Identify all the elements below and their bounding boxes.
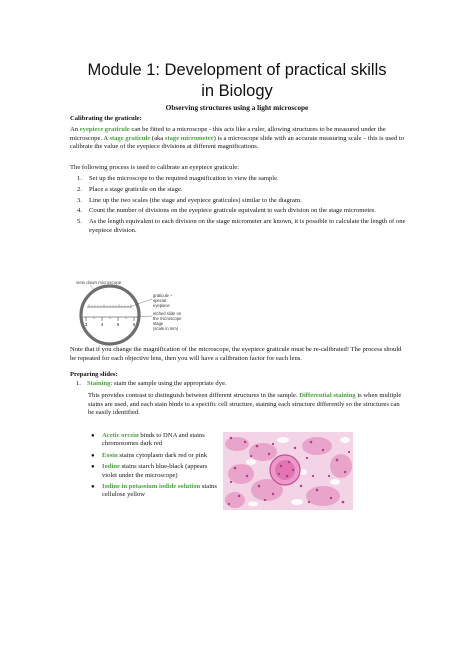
label-line: (scale in mm) — [153, 326, 179, 331]
term-differential-staining: Differential staining — [299, 392, 356, 399]
list-item — [70, 186, 406, 194]
step-text: As the length equivalent to each division on the stage micrometer are known, it is possible to calculate the length of one eyepiece division. — [89, 218, 406, 234]
list-item — [88, 483, 220, 500]
scale-number: 4 — [100, 322, 104, 327]
calibrating-intro: The following process is used to calibrate an eyepiece graticule: — [70, 164, 239, 171]
calibrating-heading: Calibrating the graticule: — [70, 115, 142, 122]
text-run: This provides contrast to distinguish between different structures in the sample. — [88, 392, 300, 399]
list-item — [88, 463, 220, 480]
step-number: 2. — [77, 185, 82, 193]
bullet: ● — [91, 464, 95, 471]
term-eyepiece-graticule: eyepiece graticule — [79, 126, 130, 133]
calibrating-paragraph — [70, 126, 406, 152]
preparing-steps — [70, 380, 227, 389]
label-line: the microscope — [153, 316, 182, 321]
staining-paragraph — [88, 392, 404, 418]
list-item — [70, 218, 406, 235]
text-run: ) is a microscope slide with an accurate measuring scale – this is used to calibrate the value of the eyepiece divisions at different magnifications. — [70, 134, 405, 151]
list-item — [88, 452, 220, 460]
step-text: Set up the microscope to the required magnification to view the sample. — [89, 175, 279, 182]
calibration-steps — [70, 175, 406, 237]
step-text: Count the number of divisions on the eyepiece graticule equivalent to each division on the stage micrometre. — [89, 207, 376, 215]
label-line: special — [153, 298, 167, 303]
recalibration-note: Note that if you change the magnification of the microscope, the eyepiece graticule must be re-calibrated! The process should be repeated for each objective lens, then you will have a calibration factor for each lens. — [70, 346, 402, 362]
label-line: graticule – — [153, 293, 173, 298]
bullet: ● — [91, 433, 95, 439]
label-line: etched slide on — [153, 311, 182, 316]
text-run: is when multiple stains are used, and each stain binds to a specific cell structure, staining each structure differently so the structures can be easily identified. — [88, 392, 402, 417]
term-stage-graticule: stage graticule — [109, 134, 151, 142]
slide-label — [153, 311, 182, 331]
text-run: An — [70, 126, 80, 133]
stain-name: Acetic orcein — [102, 432, 139, 439]
label-line: eyepiece — [153, 303, 170, 308]
step-text: Line up the two scales (the stage and eyepiece graticules) similar to the diagram. — [89, 196, 302, 204]
text-run: (aka — [150, 134, 165, 142]
stain-text: stains starch blue-black (appears violet under the microscope) — [102, 463, 208, 479]
list-item — [88, 432, 220, 449]
scale-number: 3 — [84, 322, 88, 327]
preparing-heading: Preparing slides: — [70, 371, 118, 378]
stain-name: Eosin — [102, 451, 118, 459]
diagram-caption: view down microscope — [76, 280, 122, 285]
stained-tissue-micrograph — [223, 432, 353, 510]
text-run: can be fitted to a microscope - this acts like a ruler, allowing structures to be measured under the microscope. A — [70, 126, 386, 142]
module-title — [0, 60, 474, 102]
step-number: 5. — [77, 218, 82, 226]
stain-text: stains cytoplasm dark red or pink — [117, 451, 208, 459]
label-line: stage — [153, 321, 164, 326]
list-item — [70, 380, 227, 389]
step-number: 3. — [77, 196, 82, 204]
step-number: 1. — [77, 175, 82, 182]
module-title-line2: in Biology — [201, 82, 273, 100]
list-item — [70, 175, 406, 183]
bullet: ● — [91, 484, 95, 491]
module-title-line1: Module 1: Development of practical skills — [87, 61, 387, 79]
scale-number: 6 — [132, 322, 136, 327]
field-of-view-circle — [81, 286, 139, 344]
bullet: ● — [91, 452, 95, 459]
scale-number: 5 — [116, 322, 120, 327]
stain-name: Iodine — [102, 463, 120, 471]
term-stage-micrometer: stage micrometer — [164, 134, 214, 142]
stain-text: binds to DNA and stains chromosomes dark red — [102, 432, 205, 448]
term-staining: Staining — [87, 380, 111, 387]
step-number: 1. — [76, 380, 81, 387]
section-subtitle: Observing structures using a light microscope — [165, 103, 309, 112]
list-item — [70, 207, 406, 215]
stain-list — [88, 432, 220, 503]
list-item — [70, 197, 406, 205]
step-text: Place a stage graticule on the stage. — [89, 185, 183, 193]
graticule-diagram — [70, 277, 230, 347]
caption-pointer — [90, 285, 94, 290]
step-text: : stain the sample using the appropriate dye. — [110, 380, 227, 387]
stain-text: stains cellulose yellow — [102, 483, 217, 499]
step-number: 4. — [77, 207, 82, 215]
stain-name: Iodine in potassium iodide solution — [102, 483, 201, 491]
graticule-label — [153, 293, 173, 308]
